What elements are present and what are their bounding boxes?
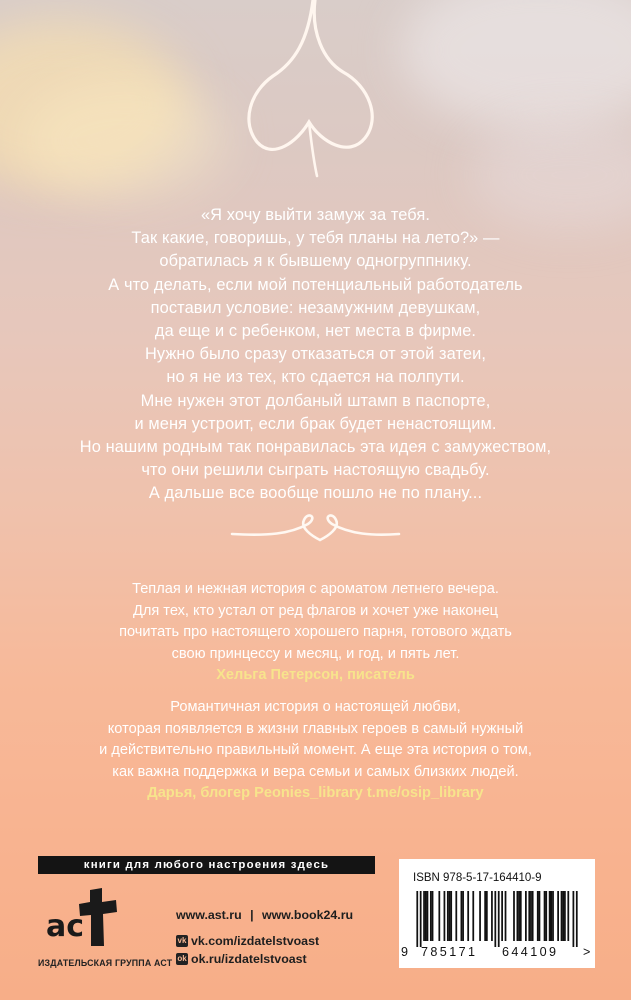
cloud-shape (20, 80, 230, 200)
barcode (413, 891, 581, 947)
barcode-bar (420, 891, 422, 947)
review-author: Дарья, блогер Peonies_library t.me/osip_library (147, 785, 484, 802)
barcode-bar (449, 891, 451, 941)
barcode-bar (462, 891, 464, 941)
barcode-bar (427, 891, 429, 941)
blurb-line: Нужно было сразу отказаться от этой затеи, (144, 345, 487, 364)
ok-icon: ok (177, 954, 187, 963)
barcode-bar (518, 891, 520, 941)
vk-link-text: vk.com/izdatelstvoast (191, 934, 320, 948)
barcode-bar (532, 891, 534, 941)
blurb-line: и меня устроит, если брак будет ненастоящим. (134, 414, 497, 433)
blurb-line: поставил условие: незамужним девушкам, (150, 298, 481, 317)
review-line: Для тех, кто устал от ред флагов и хочет уже наконец (132, 602, 499, 619)
review-line: как важна поддержка и вера семьи и самых близких людей. (112, 763, 519, 780)
barcode-bar (550, 891, 552, 941)
ean-digits-left: 785171 (421, 945, 478, 959)
barcode-bar (562, 891, 564, 941)
barcode-bar (567, 891, 569, 941)
barcode-bar (425, 891, 427, 941)
barcode-bar (494, 891, 496, 947)
ok-link-text: ok.ru/izdatelstvoast (191, 952, 307, 966)
ean-digit-first: 9 (401, 945, 409, 959)
barcode-bar (545, 891, 547, 941)
barcode-bar (501, 891, 503, 941)
barcode-bar (438, 891, 440, 941)
barcode-bar (423, 891, 425, 941)
barcode-bar (444, 891, 446, 941)
vk-link[interactable] (176, 934, 319, 948)
review-line: Романтичная история о настоящей любви, (170, 699, 461, 715)
separator: | (250, 908, 254, 922)
blurb-line: Но нашим родным так понравилась эта идея с замужеством, (79, 438, 552, 457)
barcode-bar (467, 891, 469, 941)
barcode-bar (517, 891, 519, 941)
barcode-bar (484, 891, 486, 941)
barcode-bar (537, 891, 539, 941)
barcode-bar (573, 891, 575, 947)
review-quote (40, 697, 591, 805)
blurb-text (40, 204, 591, 506)
barcode-bar (447, 891, 449, 941)
blurb-line: что они решили сыграть настоящую свадьбу. (141, 461, 490, 480)
cloud-shape (400, 0, 631, 130)
barcode-bar (450, 891, 452, 941)
barcode-bar (472, 891, 474, 941)
ast-logo-icon (44, 884, 124, 950)
barcode-bar (557, 891, 559, 941)
heart-divider-icon (228, 512, 403, 548)
barcode-bar (561, 891, 563, 941)
barcode-bar (576, 891, 578, 947)
tagline-banner: книги для любого настроения здесь (38, 856, 375, 874)
review-line: почитать про настоящего хорошего парня, готового ждать (119, 624, 512, 641)
blurb-line: но я не из тех, кто сдается на полпути. (166, 368, 465, 387)
heart-doodle-icon (235, 0, 385, 190)
barcode-bar (528, 891, 530, 941)
review-quote (40, 579, 591, 687)
svg-text:ac: ac (46, 909, 85, 944)
review-line: свою принцессу и месяц, и год, и пять лет. (171, 645, 460, 662)
blurb-line: обратилась я к бывшему одногруппнику. (159, 252, 472, 271)
publisher-name: ИЗДАТЕЛЬСКАЯ ГРУППА АСТ (38, 958, 173, 968)
barcode-bar (513, 891, 515, 941)
blurb-line: А дальше все вообще пошло не по плану... (148, 484, 483, 503)
book24-website-link[interactable]: www.book24.ru (262, 908, 354, 922)
barcode-bar (416, 891, 418, 947)
barcode-bar (544, 891, 546, 941)
blurb-line: Так какие, говоришь, у тебя планы на лето?» — (131, 229, 500, 248)
barcode-bar (520, 891, 522, 941)
barcode-bar (479, 891, 481, 941)
ast-website-link[interactable]: www.ast.ru (176, 908, 242, 922)
blurb-line: А что делать, если мой потенциальный работодатель (108, 275, 523, 294)
barcode-bar (491, 891, 493, 941)
barcode-bar (486, 891, 488, 941)
barcode-bar (461, 891, 463, 941)
barcode-bar (549, 891, 551, 941)
review-line: которая появляется в жизни главных героев в самый нужный (107, 720, 524, 737)
blurb-line: «Я хочу выйти замуж за тебя. (200, 206, 431, 224)
blurb-line: Мне нужен этот долбаный штамп в паспорте, (140, 391, 491, 410)
ean-digits-right: 644109 (502, 945, 559, 959)
vk-icon: vk (177, 936, 187, 945)
review-line: Теплая и нежная история с ароматом летнего вечера. (132, 581, 499, 597)
barcode-bar (432, 891, 434, 941)
barcode-bar (498, 891, 500, 947)
review-line: и действительно правильный момент. А еще эта история о том, (99, 742, 532, 759)
isbn-barcode-panel (399, 859, 595, 968)
isbn-number: ISBN 978-5-17-164410-9 (413, 872, 542, 884)
barcode-bar (455, 891, 457, 941)
barcode-bar (564, 891, 566, 941)
barcode-bar (530, 891, 532, 941)
ean-arrow: > (583, 945, 591, 959)
blurb-line: да еще и с ребенком, нет места в фирме. (154, 322, 477, 341)
ok-link[interactable] (176, 952, 307, 966)
barcode-bar (552, 891, 554, 941)
barcode-bar (539, 891, 541, 941)
barcode-bar (505, 891, 507, 941)
barcode-bar (525, 891, 527, 941)
barcode-bar (430, 891, 432, 941)
website-links (176, 908, 353, 922)
review-author: Хельга Петерсон, писатель (216, 667, 415, 684)
